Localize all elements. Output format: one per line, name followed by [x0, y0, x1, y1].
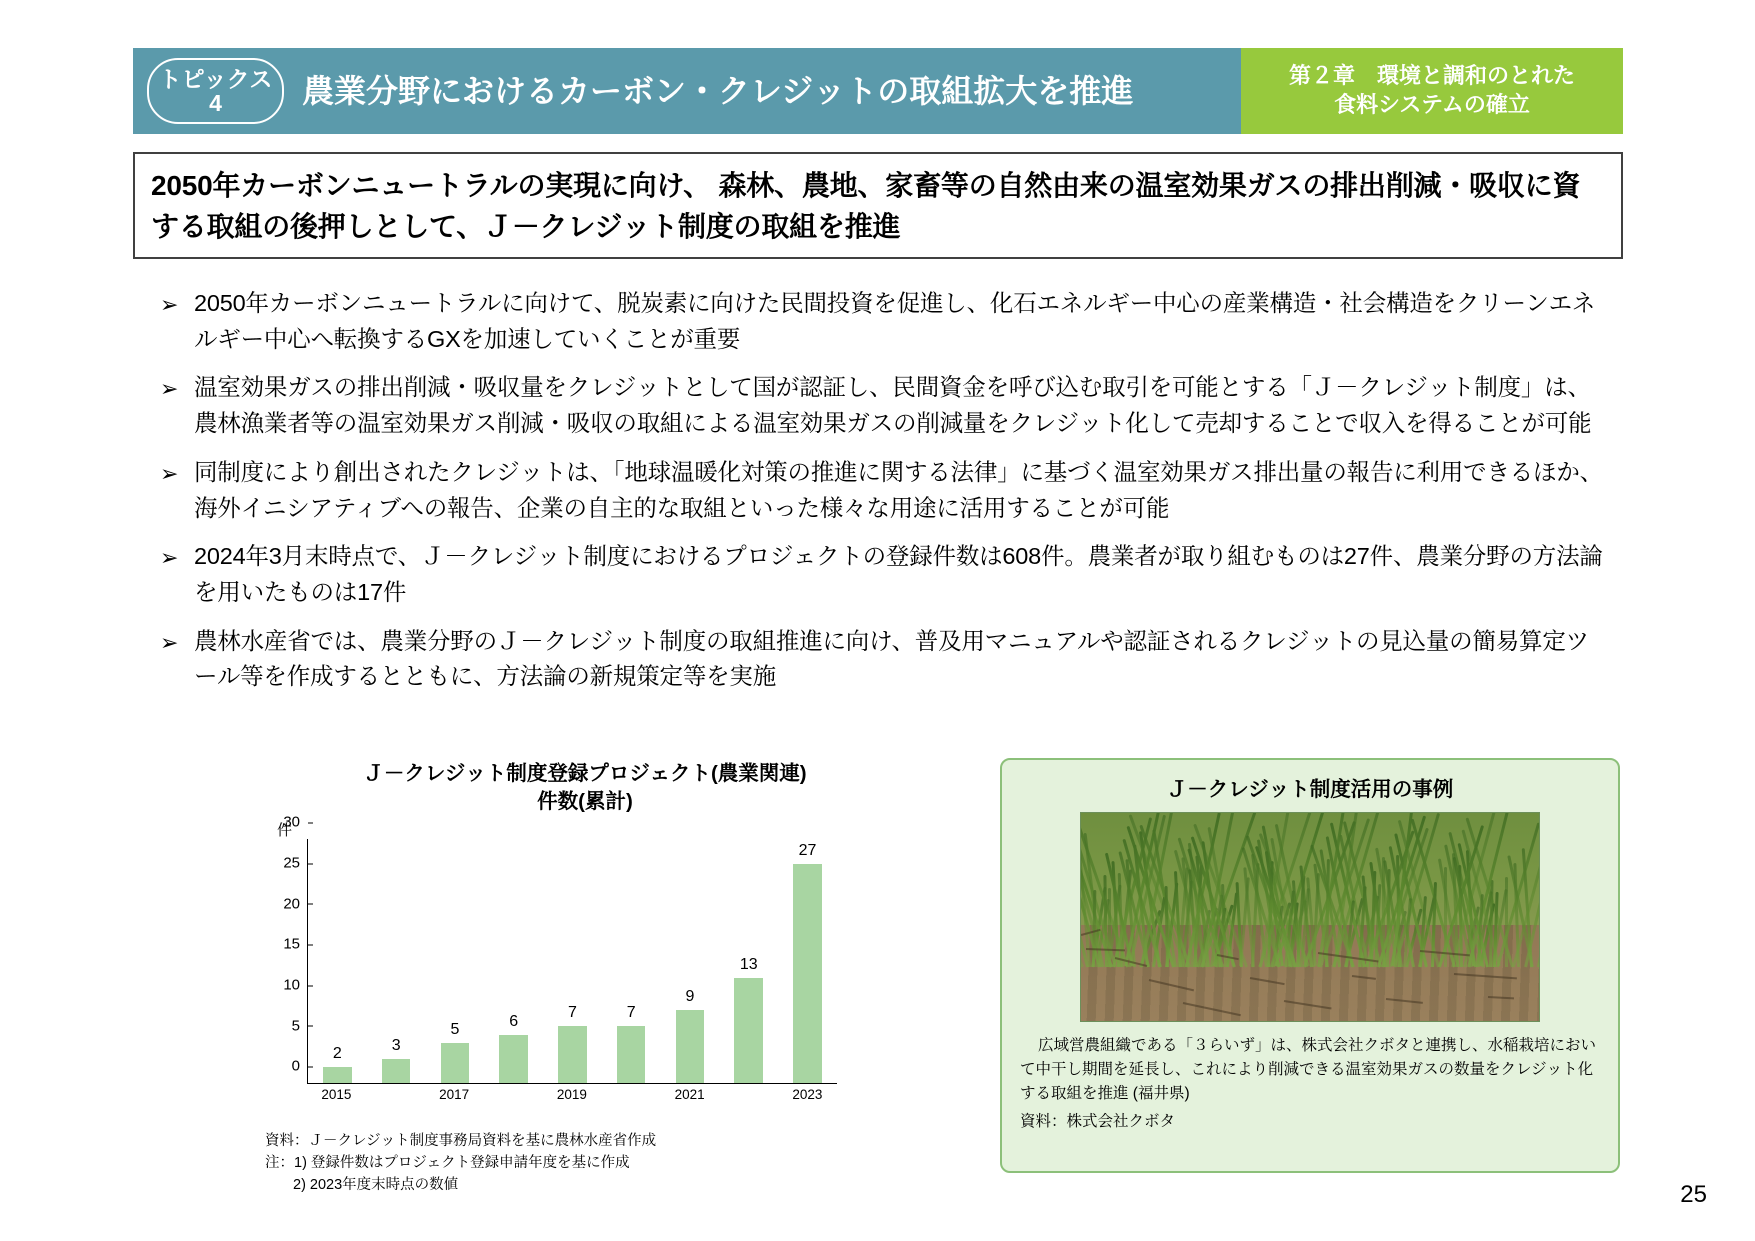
y-axis-tick: 5 — [292, 1017, 308, 1034]
y-axis-tick: 30 — [283, 814, 308, 831]
bullet-text: 2024年3月末時点で、Ｊ－クレジット制度におけるプロジェクトの登録件数は608件。農業者が取り組むものは27件、農業分野の方法論を用いたものは17件 — [194, 543, 1603, 606]
chart-bar-group — [784, 839, 832, 1083]
bar-value-label: 13 — [739, 955, 758, 973]
y-axis-tick: 25 — [283, 855, 308, 872]
page-title: 農業分野におけるカーボン・クレジットの取組拡大を推進 — [302, 73, 1134, 109]
list-item — [160, 455, 1608, 526]
bullet-marker-icon: ➢ — [160, 292, 179, 317]
chart-bar-group — [314, 839, 362, 1083]
x-axis-tick: 2023 — [792, 1087, 823, 1103]
bar-value-label: 2 — [332, 1045, 342, 1063]
chart-title — [285, 760, 885, 815]
chart-source-note: 資料：Ｊ－クレジット制度事務局資料を基に農林水産省作成 — [265, 1133, 657, 1150]
x-axis-tick — [489, 1087, 537, 1102]
case-study-caption-text: 広域営農組織である「３らいず」は、株式会社クボタと連携し、水稲栽培において中干し期間を延長し、これにより削減できる温室効果ガスの数量をクレジット化する取組を推進 (福井県) — [1020, 1037, 1597, 1103]
x-axis-tick — [607, 1087, 655, 1102]
lead-statement-box — [133, 152, 1623, 259]
bullet-list — [160, 286, 1608, 708]
chart-bar — [676, 1010, 705, 1083]
chart-bar — [617, 1026, 646, 1083]
rice-paddy-photo — [1080, 812, 1540, 1022]
chart-notes — [265, 1131, 885, 1196]
lead-statement-text: 2050年カーボンニュートラルの実現に向け、 森林、農地、家畜等の自然由来の温室効果ガスの排出削減・吸収に資する取組の後押しとして、Ｊ－クレジット制度の取組を推進 — [151, 170, 1581, 242]
chart-block — [245, 760, 885, 1197]
x-axis-tick-labels — [307, 1087, 837, 1102]
bullet-marker-icon: ➢ — [160, 376, 179, 402]
page-number: 25 — [1680, 1181, 1707, 1208]
topics-badge — [147, 58, 284, 124]
x-axis-tick: 2021 — [674, 1087, 705, 1103]
chart-note-2: 2) 2023年度末時点の数値 — [293, 1176, 459, 1193]
chart-bar — [382, 1059, 411, 1083]
bullet-marker-icon: ➢ — [160, 629, 179, 655]
bar-value-label: 7 — [626, 1004, 636, 1022]
y-axis-tick: 15 — [283, 936, 308, 953]
y-axis-tick: 0 — [292, 1058, 308, 1075]
topics-label: トピックス — [158, 65, 273, 92]
chapter-title-line2: 食料システムの確立 — [1334, 92, 1530, 117]
y-axis-unit-label: 件 — [277, 822, 293, 840]
bar-value-label: 27 — [798, 841, 817, 859]
y-axis-tick: 10 — [283, 977, 308, 994]
chart-plot-area — [283, 813, 837, 1084]
chart-bar — [323, 1067, 352, 1083]
bullet-text: 2050年カーボンニュートラルに向けて、脱炭素に向けた民間投資を促進し、化石エネルギー中心の産業構造・社会構造をクリーンエネルギー中心へ転換するGXを加速していくことが重要 — [194, 290, 1596, 352]
chart-note-1: 注：1) 登録件数はプロジェクト登録申請年度を基に作成 — [265, 1155, 630, 1172]
chart-title-line1: Ｊ－クレジット制度登録プロジェクト(農業関連) — [363, 762, 807, 785]
bullet-marker-icon: ➢ — [160, 545, 179, 571]
chart-bar-group — [490, 839, 538, 1083]
chart-title-line2: 件数(累計) — [537, 789, 633, 813]
case-study-title: Ｊ－クレジット制度活用の事例 — [1166, 778, 1454, 801]
chart-bar-group — [549, 839, 597, 1083]
chart-bar — [793, 864, 822, 1084]
list-item — [160, 624, 1608, 695]
chart-bar — [441, 1043, 470, 1084]
bar-value-label: 3 — [391, 1036, 401, 1054]
chart-bar-group — [725, 839, 773, 1083]
bar-value-label: 9 — [685, 988, 695, 1006]
bar-value-label: 6 — [509, 1012, 519, 1030]
bullet-marker-icon: ➢ — [160, 460, 179, 486]
case-study-caption — [1020, 1034, 1600, 1106]
bullet-text: 温室効果ガスの排出削減・吸収量をクレジットとして国が認証し、民間資金を呼び込む取引を可能とする「Ｊ－クレジット制度」は、農林漁業者等の温室効果ガス削減・吸収の取組による温室効果ガスの削減量をクレジット化して売却することで収入を得ることが可能 — [194, 374, 1592, 437]
chart-bar — [734, 978, 763, 1084]
header-left — [133, 48, 1241, 134]
x-axis-tick — [725, 1087, 773, 1102]
chart-bar-group — [431, 839, 479, 1083]
chapter-title-line1: 環境と調和のとれた — [1377, 63, 1576, 89]
topics-number: 4 — [209, 90, 222, 116]
chart-bar-group — [372, 839, 420, 1083]
bar-value-label: 5 — [450, 1020, 460, 1038]
chapter-banner — [1241, 48, 1623, 134]
y-axis-tick: 20 — [283, 895, 308, 912]
chart-bar — [499, 1035, 528, 1084]
bullet-text: 農林水産省では、農業分野のＪ－クレジット制度の取組推進に向け、普及用マニュアルや認証されるクレジットの見込量の簡易算定ツール等を作成するとともに、方法論の新規策定等を実施 — [194, 627, 1589, 690]
x-axis-tick: 2019 — [556, 1087, 587, 1103]
list-item — [160, 539, 1608, 610]
list-item — [160, 286, 1608, 357]
x-axis-tick: 2015 — [321, 1087, 352, 1103]
bullet-text: 同制度により創出されたクレジットは、「地球温暖化対策の推進に関する法律」に基づく温室効果ガス排出量の報告に利用できるほか、海外イニシアティブへの報告、企業の自主的な取組といった様々な用途に活用することが可能 — [194, 458, 1603, 521]
bar-value-label: 7 — [567, 1004, 577, 1022]
page-header — [133, 48, 1623, 134]
list-item — [160, 370, 1608, 441]
chapter-label: 第２章 — [1288, 63, 1355, 89]
chart-bars — [308, 839, 837, 1083]
chart-bar — [558, 1026, 587, 1083]
chart-bar-group — [607, 839, 655, 1083]
case-study-source: 資料：株式会社クボタ — [1020, 1113, 1176, 1131]
case-study-panel — [1000, 758, 1620, 1173]
x-axis-tick — [371, 1087, 419, 1102]
bar-chart — [245, 813, 885, 1121]
x-axis-tick: 2017 — [439, 1087, 470, 1103]
chart-bar-group — [666, 839, 714, 1083]
